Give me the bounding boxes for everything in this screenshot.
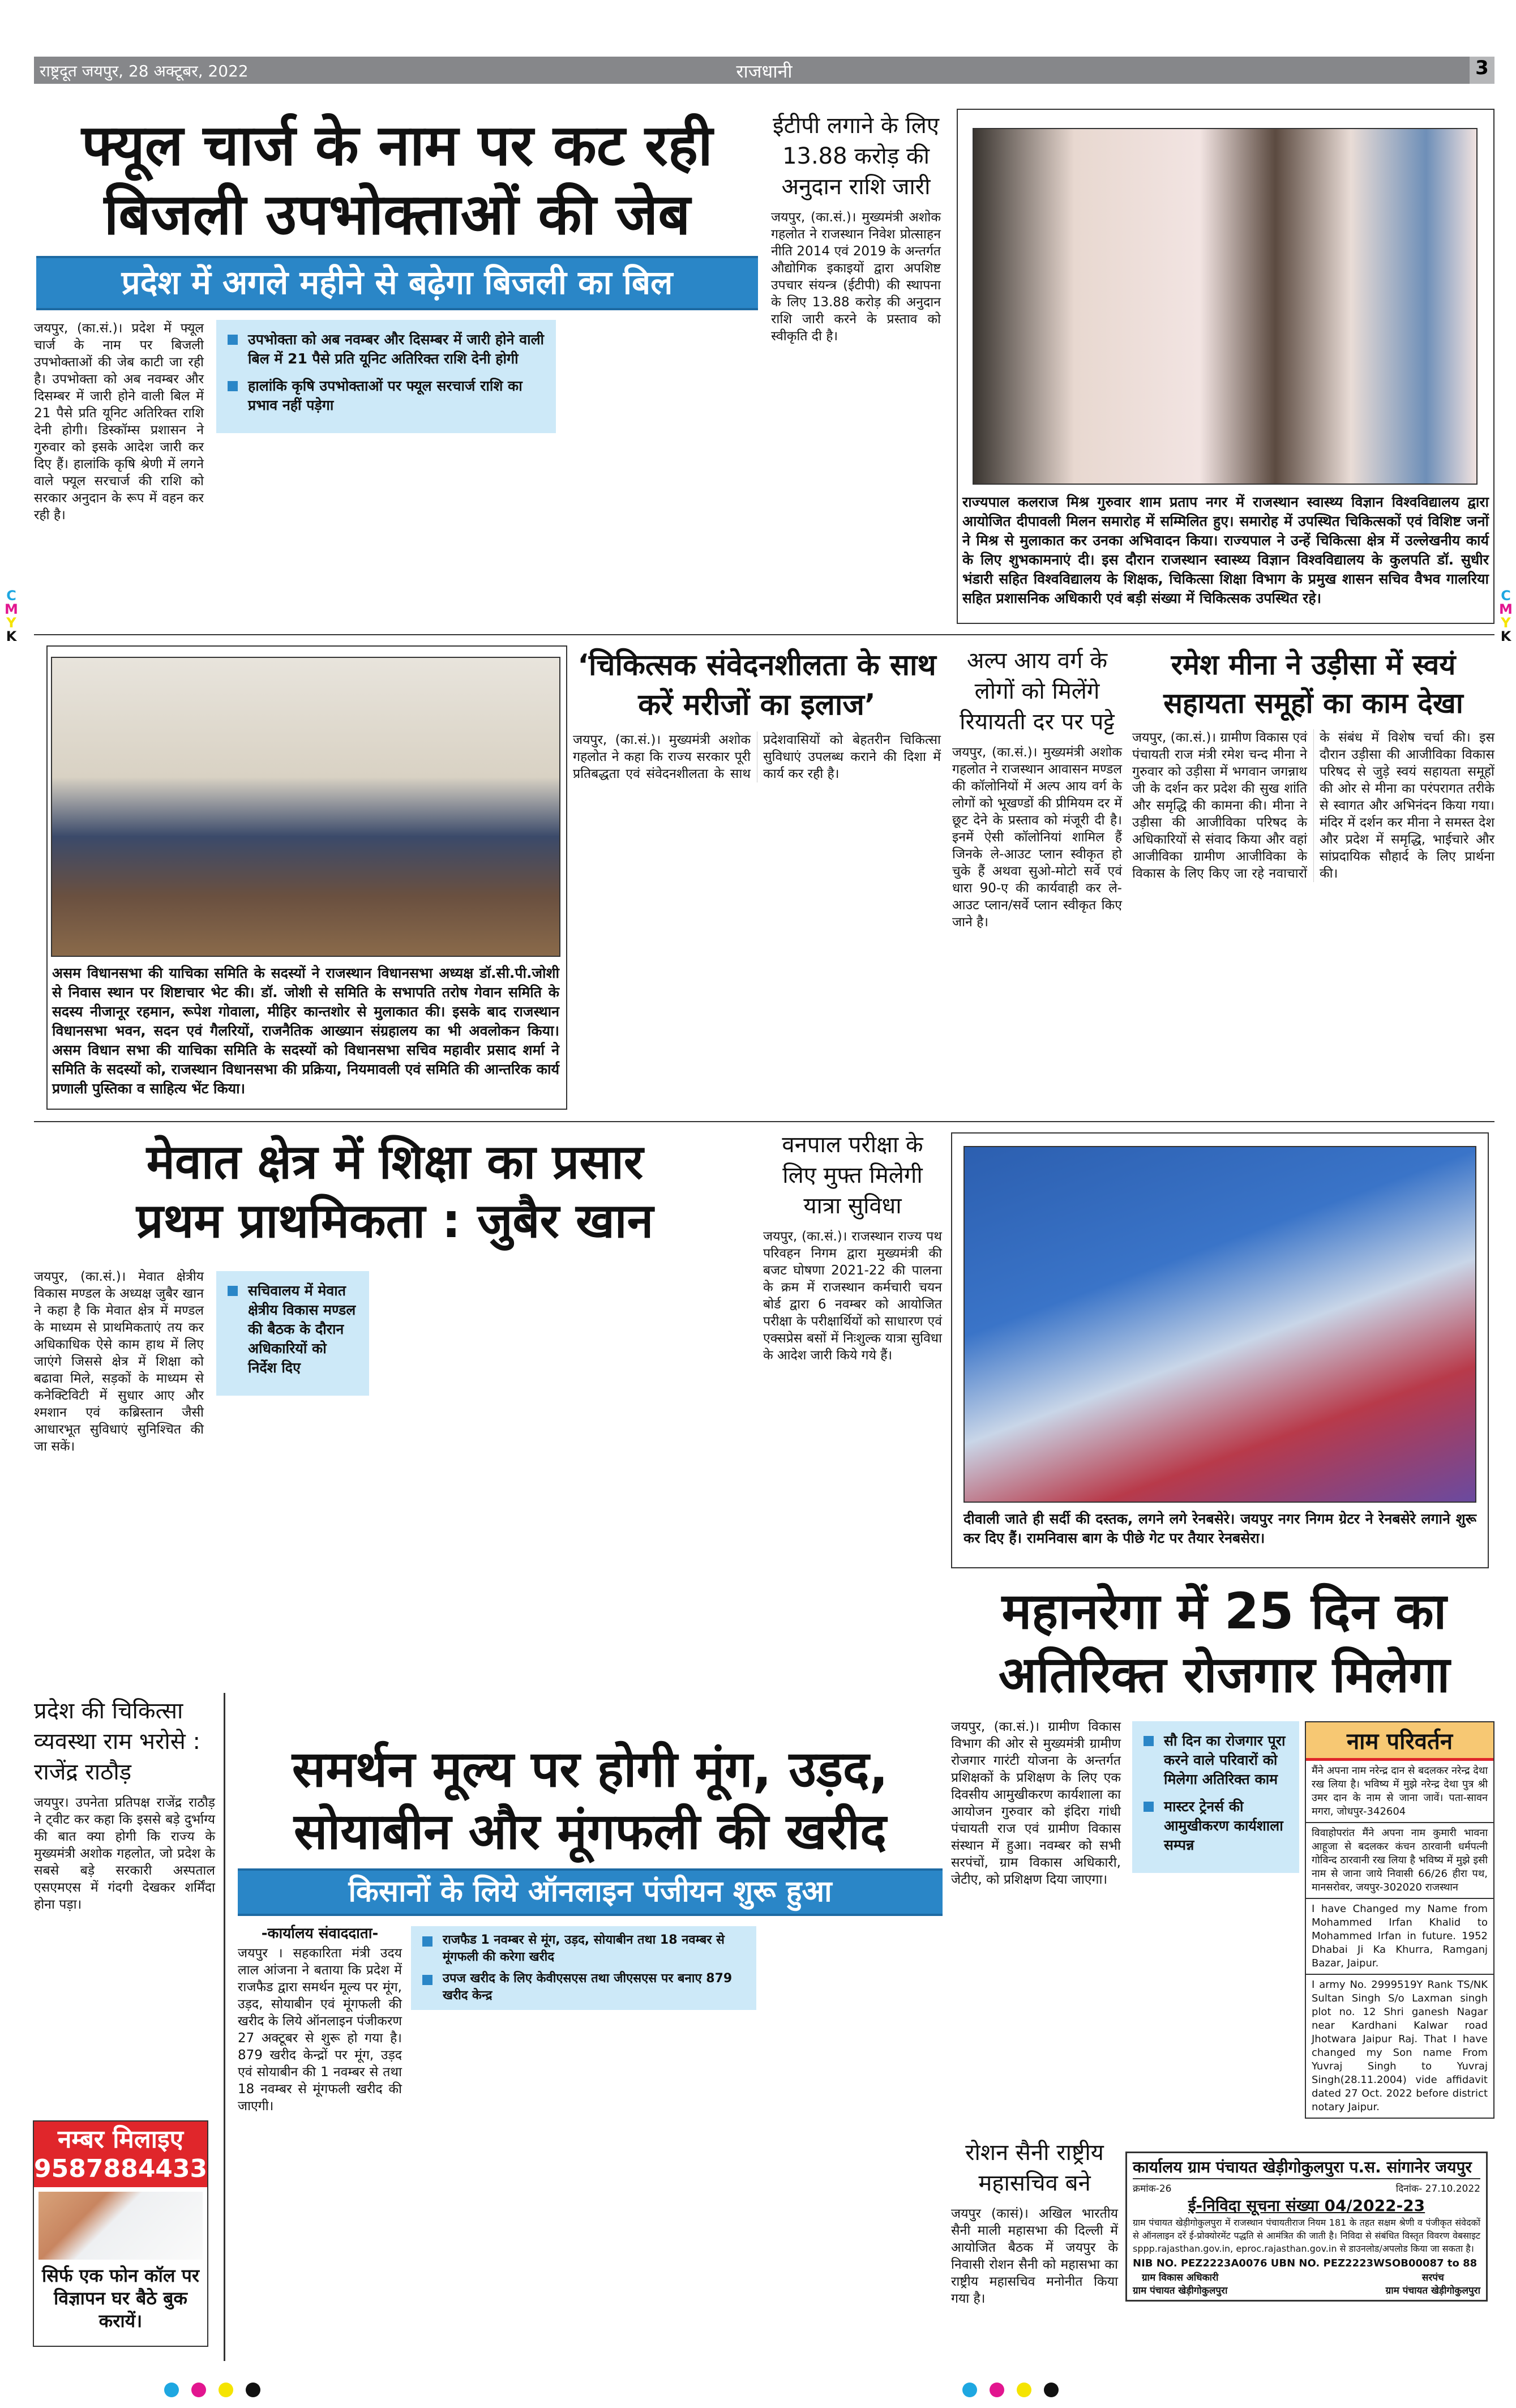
page-number: 3 (1470, 57, 1494, 84)
black-dot (1044, 2383, 1059, 2397)
governor-photo (973, 128, 1478, 485)
governor-photo-caption: राज्यपाल कलराज मिश्र गुरुवार शाम प्रताप नगर में राजस्थान स्वास्थ्य विज्ञान विश्वविद्यालय द्वारा आयोजित दीपावली मिलन समारोह में सम्मिलित हुए। समारोह में उपस्थित चिकित्सकों एवं विशिष्ट जनों ने मिश्र से मुलाकात कर उनका अभिवादन किया। राज्यपाल ने उन्हें चिकित्सा क्षेत्र में उल्लेखनीय कार्य के लिए शुभकामनाएं दी। इस दौरान राजस्थान स्वास्थ्य विज्ञान विश्वविद्यालय के कुलपति डॉ. सुधीर भंडारी सहित विश्वविद्यालय के शिक्षक, चिकित्सा शिक्षा विभाग के प्रमुख शासन सचिव वैभव गालरिया सहित प्रशासनिक अधिकारी एवं बड़ी संख्या में चिकित्सक उपस्थित रहे। (962, 494, 1489, 606)
meena-body: जयपुर, (का.सं.)। ग्रामीण विकास एवं पंचायती राज मंत्री रमेश चन्द मीना ने गुरुवार को उड़ीसा में भगवान जगन्नाथ जी के दर्शन कर प्रदेश की सुख शांति और समृद्धि की कामना की। मीना ने उड़ीसा की आजीविका परिषद के अधिकारियों से संवाद किया और वहां आजीविका ग्रामीण आजीविका के विकास के लिए किए जा रहे नवाचारों के संबंध में विशेष चर्चा की। इस दौरान उड़ीसा की आजीविका विकास परिषद से जुड़े स्वयं सहायता समूहों की ओर से मीना का परंपरागत तरीके से स्वागत और अभिनंदन किया गया। मंदिर में दर्शन कर मीना ने समस्त देश और प्रदेश में समृद्धि, भाईचारे और सांप्रदायिक सौहार्द के लिए प्रार्थना की। (1132, 730, 1494, 881)
signature-left (1133, 2270, 1227, 2296)
cmyk-k: K (6, 628, 17, 644)
signature-office: ग्राम पंचायत खेड़ीगोकुलपुरा (1385, 2285, 1480, 2296)
column-divider (224, 1693, 225, 2361)
highlight-item: सौ दिन का रोजगार पूरा करने वाले परिवारों को मिलेगा अतिरिक्त काम (1164, 1733, 1286, 1787)
bullet-icon (228, 335, 238, 345)
etp-article (771, 110, 941, 345)
cmyk-mark-left (5, 589, 18, 643)
name-change-title: नाम परिवर्तन (1306, 1722, 1493, 1761)
name-change-notice: I army No. 2999519Y Rank TS/NK Sultan Singh S/o Laxman singh plot no. 12 Shri ganesh Nagar near Kardhani Kalwar road Jhotwara Jaipur Raj. That I have changed my Son name From Yuvraj Singh to Yuvraj Singh(28.11.2004) vide affidavit dated 27 Oct. 2022 before district notary Jaipur. (1312, 1979, 1488, 2113)
rathore-body: जयपुर। उपनेता प्रतिपक्ष राजेंद्र राठौड़ ने ट्वीट कर कहा कि इससे बड़े दुर्भाग्य की बात क्या होगी कि राज्य के मुख्यमंत्री अशोक गहलोत, जो प्रदेश के सबसे बड़े सरकारी अस्पताल एसएमएस में गंदगी देखकर शर्मिंदा होना पड़ा। (34, 1795, 215, 1912)
msp-byline: -कार्यालय संवाददाता- (261, 1925, 379, 1942)
tender-number: क्रमांक-26 (1133, 2183, 1172, 2195)
color-dots-right (962, 2383, 1059, 2397)
doctor-body: जयपुर, (का.सं.)। मुख्यमंत्री अशोक गहलोत ने कहा कि राज्य सरकार पूरी प्रतिबद्धता एवं संवेदनशीलता के साथ प्रदेशवासियों को बेहतरीन चिकित्सा सुविधाएं उपलब्ध कराने की दिशा में कार्य कर रही है। (573, 733, 941, 781)
cyan-dot (164, 2383, 179, 2397)
narega-headline-line2: अतिरिक्त रोजगार मिलेगा (998, 1645, 1450, 1704)
forester-article (763, 1130, 942, 1364)
signature-office: ग्राम पंचायत खेड़ीगोकुलपुरा (1133, 2285, 1228, 2296)
lowincome-body: जयपुर, (का.सं.)। मुख्यमंत्री अशोक गहलोत ने राजस्थान आवासन मण्डल की कॉलोनियों में अल्प आय वर्ग के लोगों को भूखण्डों की प्रीमियम दर में छूट देने के प्रस्ताव को मंजूरी दी है। इनमें ऐसी कॉलोनियां शामिल हैं जिनके ले-आउट प्लान स्वीकृत हो चुके हैं अथवा सुओ-मोटो सर्वे एवं धारा 90-ए की कार्यवाही कर ले-आउट प्लान/सर्वे प्लान स्वीकृत किए जाने है। (952, 745, 1122, 930)
signature-title: सरपंच (1421, 2272, 1444, 2283)
lead-highlights (216, 320, 556, 433)
section-name: राजधानी (736, 61, 793, 82)
forester-body: जयपुर, (का.सं.)। राजस्थान राज्य पथ परिवहन निगम द्वारा मुख्यमंत्री की बजट घोषणा 2021-22 की पालना के क्रम में राजस्थान कर्मचारी चयन बोर्ड द्वारा 6 नवम्बर को आयोजित परीक्षा के परीक्षार्थियों को साधारण एवं एक्सप्रेस बसों में निःशुल्क यात्रा सुविधा के आदेश जारी किये गये हैं। (763, 1229, 942, 1363)
highlight-item: सचिवालय में मेवात क्षेत्रीय विकास मण्डल की बैठक के दौरान अधिकारियों को निर्देश दिए (248, 1282, 356, 1376)
meena-article (1132, 645, 1494, 882)
lowincome-article (952, 645, 1122, 931)
cmyk-mark-right (1499, 589, 1513, 643)
lead-headline (36, 111, 758, 251)
phone-ad-title: नम्बर मिलाइए (57, 2125, 184, 2154)
cmyk-c: C (6, 588, 16, 604)
bullet-icon (1144, 1736, 1154, 1746)
keypad-image (38, 2192, 203, 2260)
cmyk-m: M (5, 601, 18, 617)
tender-body: ग्राम पंचायत खेड़ीगोकुलपुरा में राजस्थान पंचायतीराज नियम 181 के तहत सक्षम श्रेणी व पंजीकृत संवेदकों से ऑनलाइन दरें ई-प्रोक्योरमेंट पद्धति से आमंत्रित की जाती है। निविदा से संबंधित विस्तृत विवरण वेबसाइट sppp.rajasthan.gov.in, eproc.rajasthan.gov.in से डाउनलोड/अपलोड किया जा सकता है। (1133, 2217, 1480, 2254)
narega-headline (957, 1580, 1492, 1708)
phone-ad-text: सिर्फ एक फोन कॉल पर विज्ञापन घर बैठे बुक करायें। (42, 2265, 199, 2332)
lead-subhead-text: प्रदेश में अगले महीने से बढ़ेगा बिजली का बिल (121, 263, 673, 302)
mewat-highlight (216, 1271, 369, 1396)
rathore-article (34, 1696, 215, 1913)
mewat-body: जयपुर, (का.सं.)। मेवात क्षेत्रीय विकास मण्डल के अध्यक्ष जुबैर खान ने कहा है कि मेवात क्षेत्र में मण्डल के माध्यम से प्राथमिकताएं तय कर अधिकाधिक ऐसे काम हाथ में लिए जाएंगे जिससे क्षेत्र में शिक्षा को बढावा मिले, सड़कों के माध्यम से कनेक्टिविटी में सुधार आए और श्मशान एवं कब्रिस्तान जैसी आधारभूत सुविधाएं सुनिश्चित की जा सकें। (34, 1269, 204, 1454)
highlight-item: राजफैड 1 नवम्बर से मूंग, उड़द, सोयाबीन तथा 18 नवम्बर से मूंगफली की करेगा खरीद (443, 1933, 725, 1964)
phone-ad-number: 9587884433 (34, 2154, 208, 2183)
yellow-dot (219, 2383, 233, 2397)
assam-photo (51, 657, 560, 957)
highlight-item: उपभोक्ता को अब नवम्बर और दिसम्बर में जारी होने वाली बिल में 21 पैसे प्रति यूनिट अतिरिक्त राशि देनी होगी (248, 331, 545, 367)
doctor-headline: ‘चिकित्सक संवेदनशीलता के साथ करें मरीजों का इलाज’ (577, 648, 936, 722)
bullet-icon (422, 1936, 432, 1947)
tender-meta (1133, 2182, 1480, 2195)
forester-headline: वनपाल परीक्षा के लिए मुफ्त मिलेगी यात्रा सुविधा (782, 1132, 923, 1219)
assam-photo-caption: असम विधानसभा की याचिका समिति के सदस्यों ने राजस्थान विधानसभा अध्यक्ष डॉ.सी.पी.जोशी से निवास स्थान पर शिष्टाचार भेट की। डॉ. जोशी से समिति के सभापति तरोष गेवान समिति के सदस्य नीजानूर रहमान, रूपेश गोवाला, मीहिर कान्तशोर से मुलाकात की। इसके बाद राजस्थान विधानसभा भवन, सदन एवं गैलरियों, राजनैतिक आख्यान संग्रहालय का भी अवलोकन किया। असम विधान सभा की याचिका समिति के सदस्यों को विधानसभा सचिव महावीर प्रसाद शर्मा ने समिति के सदस्यों को, राजस्थान विधानसभा की प्रक्रिया, नियमावली एवं समिति की आन्तरिक कार्य प्रणाली पुस्तिका व साहित्य भेंट किया। (52, 965, 559, 1097)
saini-body: जयपुर (कासं)। अखिल भारतीय सैनी माली महासभा की दिल्ली में आयोजित बैठक में जयपुर के निवासी रोशन सैनी को महासभा का राष्ट्रीय महासचिव मनोनीत किया गया है। (951, 2206, 1118, 2306)
mewat-headline-line1: मेवात क्षेत्र में शिक्षा का प्रसार (146, 1134, 644, 1190)
phone-ad (33, 2120, 208, 2347)
meena-headline: रमेश मीना ने उड़ीसा में स्वयं सहायता समूहों का काम देखा (1163, 648, 1463, 720)
lead-headline-line1: फ्यूल चार्ज के नाम पर कट रही (82, 112, 713, 178)
shelter-photo (963, 1146, 1476, 1503)
rathore-headline: प्रदेश की चिकित्सा व्यवस्था राम भरोसे : राजेंद्र राठौड़ (34, 1698, 200, 1785)
black-dot (246, 2383, 260, 2397)
saini-article (951, 2137, 1118, 2307)
color-dots-left (164, 2383, 260, 2397)
msp-body: जयपुर । सहकारिता मंत्री उदय लाल आंजना ने बताया कि प्रदेश में राजफैड द्वारा समर्थन मूल्य पर मूंग, उड़द, सोयाबीन एवं मूंगफली की खरीद के लिये ऑनलाइन पंजीकरण 27 अक्टूबर से शुरू हो गया है। 879 खरीद केन्द्रों पर मूंग, उड़द एवं सोयाबीन की 1 नवम्बर से तथा 18 नवम्बर से मूंगफली खरीद की जाएगी। (238, 1946, 402, 2114)
msp-headline (238, 1738, 943, 1864)
highlight-item: उपज खरीद के लिए केवीएसएस तथा जीएसएस पर बनाए 879 खरीद केन्द्र (443, 1971, 733, 2003)
cyan-dot (962, 2383, 977, 2397)
lead-headline-line2: बिजली उपभोक्ताओं की जेब (104, 181, 691, 247)
name-change-notice: I have Changed my Name from Mohammed Irfan Khalid to Mohammed Irfan in future. 1952 Dhabai Ji Ka Khurra, Ramganj Bazar, Jaipur. (1306, 1899, 1493, 1975)
tender-ids: NIB NO. PEZ2223A0076 UBN NO. PEZ2223WSOB00087 to 88 (1133, 2257, 1478, 2269)
cmyk-c: C (1501, 588, 1511, 604)
highlight-item: मास्टर ट्रेनर्स की आमुखीकरण कार्यशाला सम्पन्न (1164, 1798, 1283, 1853)
tender-office: कार्यालय ग्राम पंचायत खेड़ीगोकुलपुरा प.स. सांगानेर जयपुर (1133, 2157, 1480, 2179)
doctor-article (573, 645, 941, 782)
saini-headline: रोशन सैनी राष्ट्रीय महासचिव बने (965, 2140, 1104, 2196)
divider (34, 634, 1494, 635)
cmyk-y: Y (6, 615, 16, 631)
msp-highlights (411, 1926, 756, 2010)
bullet-icon (228, 381, 238, 391)
tender-date: दिनांक- 27.10.2022 (1395, 2183, 1480, 2195)
tender-notice (1125, 2152, 1488, 2302)
msp-article (238, 1922, 402, 2115)
narega-body: जयपुर, (का.सं.)। ग्रामीण विकास विभाग की ओर से मुख्यमंत्री ग्रामीण रोजगार गारंटी योजना के अन्तर्गत प्रशिक्षकों के प्रशिक्षण के लिए एक दिवसीय आमुखीकरण कार्यशाला का आयोजन गुरुवार को इंदिरा गांधी पंचायती राज एवं ग्रामीण विकास संस्थान में हुआ। नवम्बर को सभी सरपंचों, ग्राम विकास अधिकारी, जेटीए, को प्रशिक्षण दिया जाएगा। (951, 1720, 1121, 1887)
cmyk-k: K (1500, 628, 1511, 644)
lead-article-body: जयपुर, (का.सं.)। प्रदेश में फ्यूल चार्ज के नाम पर बिजली उपभोक्ताओं की जेब काटी जा रही है। उपभोक्ता को अब नवम्बर और दिसम्बर में जारी होने वाली बिल में 21 पैसे प्रति यूनिट अतिरिक्त राशि देनी होगी। डिस्कॉम्स प्रशासन ने गुरुवार को इसके आदेश जारी कर दिए हैं। हालांकि कृषि श्रेणी में लगने वाले फ्यूल सरचार्ज की राशि को सरकार अनुदान के रूप में वहन कर रही है। (34, 321, 204, 523)
signature-title: ग्राम विकास अधिकारी (1141, 2272, 1219, 2283)
yellow-dot (1017, 2383, 1031, 2397)
etp-body: जयपुर, (का.सं.)। मुख्यमंत्री अशोक गहलोत ने राजस्थान निवेश प्रोत्साहन नीति 2014 एवं 2019 के अन्तर्गत औद्योगिक इकाइयों द्वारा अपशिष्ट उपचार संयन्त्र (ईटीपी) की स्थापना के लिए 13.88 करोड़ की अनुदान राशि जारी करने के प्रस्ताव को स्वीकृति दी है। (771, 210, 941, 344)
shelter-photo-caption: दीवाली जाते ही सर्दी की दस्तक, लगने लगे रेनबसेरे। जयपुर नगर निगम ग्रेटर ने रेनबसेरे लगाने शुरू कर दिए हैं। रामनिवास बाग के पीछे गेट पर तैयार रेनबसेरा। (963, 1511, 1476, 1546)
bullet-icon (422, 1975, 432, 1985)
cmyk-y: Y (1501, 615, 1511, 631)
phone-ad-banner (34, 2122, 207, 2187)
edition-date: राष्ट्रदूत जयपुर, 28 अक्टूबर, 2022 (40, 62, 249, 80)
lead-subhead (36, 256, 758, 310)
signature-right (1386, 2270, 1480, 2296)
divider (34, 1121, 1494, 1122)
msp-subhead (238, 1868, 943, 1916)
magenta-dot (990, 2383, 1004, 2397)
narega-highlights (1132, 1721, 1299, 1873)
highlight-item: हालांकि कृषि उपभोक्ताओं पर फ्यूल सरचार्ज राशि का प्रभाव नहीं पड़ेगा (248, 378, 523, 413)
cmyk-m: M (1499, 601, 1513, 617)
page-header (34, 57, 1494, 84)
tender-title: ई-निविदा सूचना संख्या 04/2022-23 (1188, 2196, 1425, 2215)
bullet-icon (228, 1286, 238, 1296)
magenta-dot (191, 2383, 206, 2397)
name-change-notice: मैंने अपना नाम नरेन्द्र दान से बदलकर नरेन्द्र देथा रख लिया है। भविष्य में मुझे नरेन्द्र देथा पुत्र श्री उमर दान के नाम से जाना जावें। पता-सावन मगरा, जोधपुर-342604 (1306, 1761, 1493, 1823)
name-change-box (1305, 1721, 1494, 2119)
msp-headline-line1: समर्थन मूल्य पर होगी मूंग, उड़द, (292, 1740, 889, 1798)
etp-headline: ईटीपी लगाने के लिए 13.88 करोड़ की अनुदान राशि जारी (773, 113, 939, 200)
name-change-notice: विवाहोपरांत मैंने अपना नाम कुमारी भावना आहूजा से बदलकर कंचन ठारवानी धर्मपत्नी गोविन्द ठारवानी रख लिया है भविष्य में मुझे इसी नाम से जाना जाये निवासी 66/26 हीरा पथ, मानसरोवर, जयपुर-302020 राजस्थान (1306, 1823, 1493, 1899)
msp-headline-line2: सोयाबीन और मूंगफली की खरीद (294, 1802, 887, 1860)
tender-signatures (1133, 2270, 1480, 2296)
mewat-headline-line2: प्रथम प्राथमिकता : जुबैर खान (136, 1193, 654, 1248)
lowincome-headline: अल्प आय वर्ग के लोगों को मिलेंगे रियायती दर पर पट्टे (960, 648, 1115, 735)
msp-subhead-text: किसानों के लिये ऑनलाइन पंजीयन शुरू हुआ (348, 1875, 832, 1909)
narega-headline-line1: महानरेगा में 25 दिन का (1001, 1582, 1447, 1640)
mewat-headline (34, 1132, 756, 1252)
bullet-icon (1144, 1802, 1154, 1812)
